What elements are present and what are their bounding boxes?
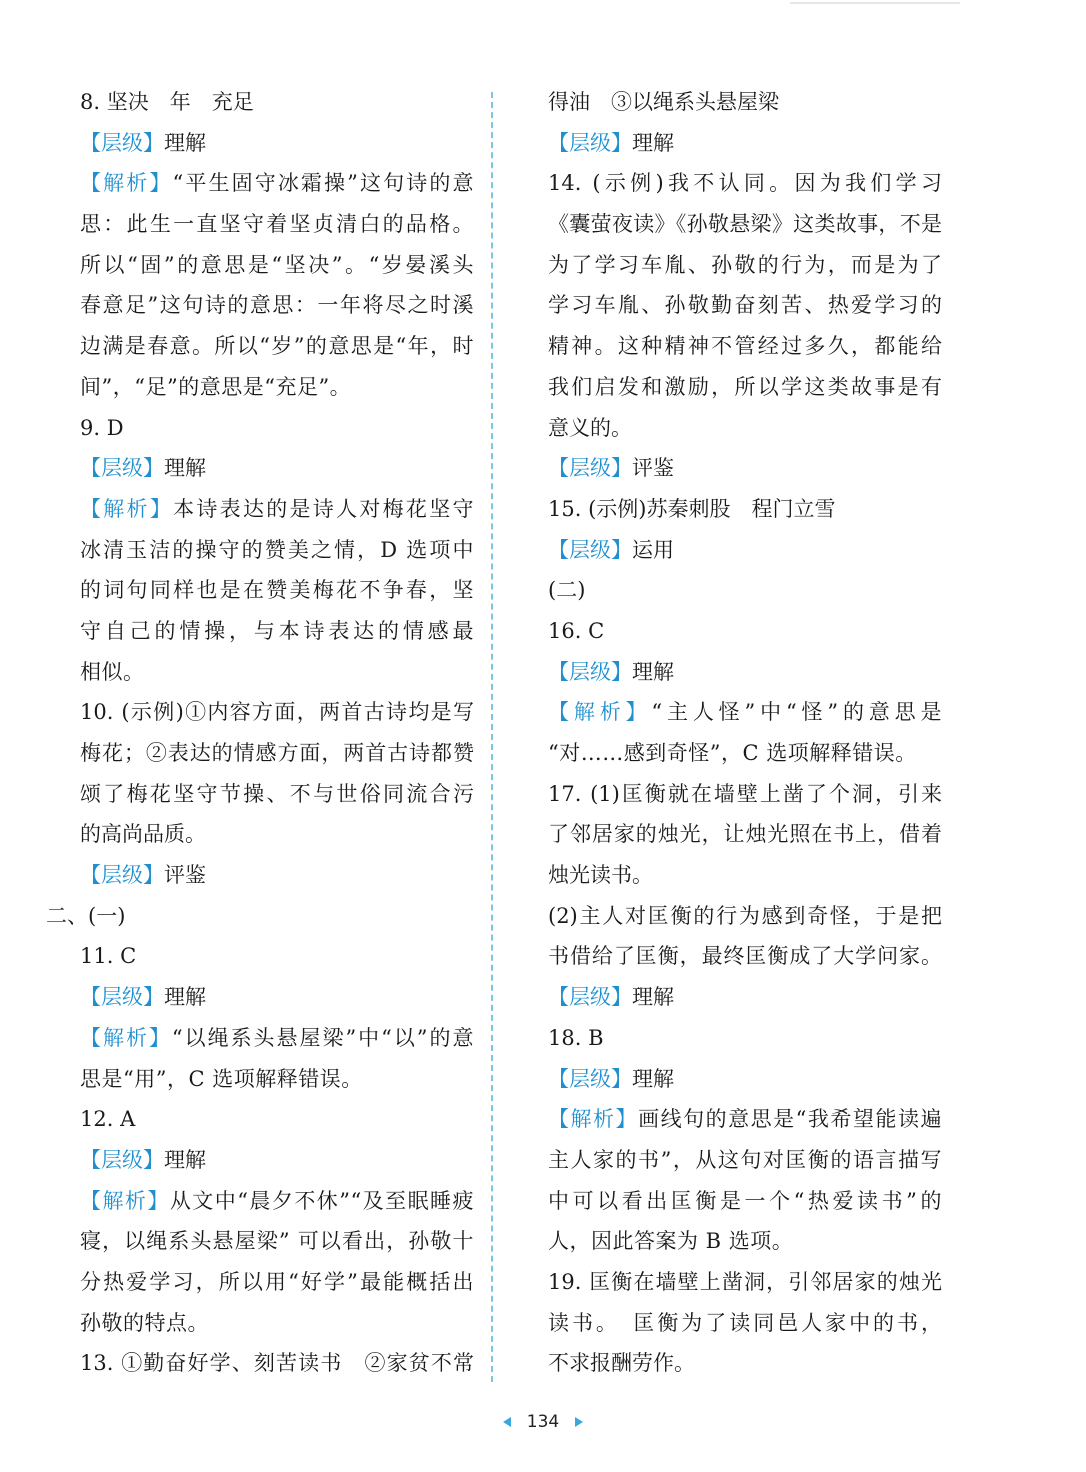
text-line [548,611,942,652]
text-line [548,408,942,449]
line-text: 学习车胤、孙敬勤奋刻苦、热爱学习的 [548,293,942,318]
level-tag: 【层级】 [80,456,164,481]
line-text: 寝，以绳系头悬屋梁” 可以看出，孙敬十 [80,1229,474,1254]
text-line [548,448,942,489]
top-edge-mark [790,2,960,4]
text-line [548,692,942,733]
text-line [80,245,474,286]
line-text: 评鉴 [632,456,674,481]
line-text: “以绳系头悬屋梁”中“以”的意 [171,1025,474,1050]
text-line [548,367,942,408]
column-divider [491,92,493,1382]
line-text: 14. (示例)我不认同。因为我们学习 [548,171,942,196]
line-text: 冰清玉洁的操守的赞美之情，D 选项中 [80,537,474,562]
line-text: 理解 [164,130,206,155]
text-line [548,530,942,571]
line-text: 运用 [632,537,674,562]
text-line [548,1181,942,1222]
text-line [548,936,942,977]
text-line [80,163,474,204]
text-line [80,326,474,367]
text-line [80,1181,474,1222]
text-line [80,855,474,896]
line-text: 15. (示例)苏秦刺股 程门立雪 [548,496,836,521]
text-line [80,814,474,855]
level-tag: 【解析】 [80,171,173,196]
line-text: (二) [548,578,586,603]
text-line [548,123,942,164]
text-line [548,977,942,1018]
line-text: 的词句同样也是在赞美梅花不争春，坚 [80,578,474,603]
line-text: 精神。这种精神不管经过多久，都能给 [548,334,942,359]
next-arrow-icon [575,1417,583,1427]
text-line [548,1262,942,1303]
text-line [80,408,474,449]
level-tag: 【解析】 [548,1107,639,1132]
level-tag: 【层级】 [548,985,632,1010]
text-line [548,1018,942,1059]
text-line [46,896,474,937]
text-line [80,1140,474,1181]
line-text: 思：此生一直坚守着坚贞清白的品格。 [80,212,474,237]
line-text: 18. B [548,1025,604,1050]
text-line [548,1140,942,1181]
text-line [80,285,474,326]
text-line [80,692,474,733]
text-line [548,1303,942,1344]
text-line [548,285,942,326]
line-text: 人，因此答案为 B 选项。 [548,1229,794,1254]
line-text: 理解 [632,659,674,684]
text-line [80,367,474,408]
line-text: 守自己的情操，与本诗表达的情感最 [80,618,474,643]
line-text: 理解 [632,985,674,1010]
text-line [80,611,474,652]
line-text: 主人家的书”，从这句对匡衡的语言描写 [548,1147,942,1172]
line-text: 二、(一) [46,903,126,928]
text-line [80,204,474,245]
line-text: 8. 坚决 年 充足 [80,90,254,114]
text-line [548,1221,942,1262]
line-text: 13. ①勤奋好学、刻苦读书 ②家贫不常 [80,1351,474,1376]
text-line [80,1262,474,1303]
level-tag: 【层级】 [548,1066,632,1091]
line-text: 12. A [80,1107,136,1132]
text-line [548,774,942,815]
text-line [548,163,942,204]
line-text: 《囊萤夜读》《孙敬悬梁》这类故事，不是 [548,212,942,237]
text-line [548,1059,942,1100]
line-text: 理解 [632,1066,674,1091]
line-text: 相似。 [80,659,145,684]
line-text: 梅花；②表达的情感方面，两首古诗都赞 [80,741,474,765]
text-line [80,1018,474,1059]
level-tag: 【层级】 [548,659,632,684]
text-line [80,1303,474,1344]
text-line [548,733,942,774]
text-line [548,814,942,855]
line-text: 颂了梅花坚守节操、不与世俗同流合污 [80,781,474,806]
line-text: 理解 [632,130,674,155]
line-text: 16. C [548,618,605,643]
text-line [80,1059,474,1100]
level-tag: 【层级】 [80,863,164,888]
text-line [548,245,942,286]
line-text: 了邻居家的烛光，让烛光照在书上，借着 [548,822,942,847]
text-line [80,652,474,693]
text-line [548,896,942,937]
text-line [80,936,474,977]
line-text: 画线句的意思是“我希望能读遍 [638,1107,942,1132]
text-line [548,204,942,245]
text-line [80,82,474,123]
line-text: 为了学习车胤、孙敬的行为，而是为了 [548,252,942,277]
line-text: “主人怪”中“怪”的意思是 [651,700,942,725]
line-text: 理解 [164,456,206,481]
level-tag: 【层级】 [80,1147,164,1172]
text-line [80,977,474,1018]
line-text: 理解 [164,985,206,1010]
text-line [80,1221,474,1262]
line-text: 中可以看出匡衡是一个“热爱读书”的 [548,1188,942,1213]
line-text: 我们启发和激励，所以学这类故事是有 [548,374,942,399]
line-text: 的高尚品质。 [80,822,206,847]
level-tag: 【层级】 [80,130,164,155]
prev-arrow-icon [503,1417,511,1427]
line-text: 边满是春意。所以“岁”的意思是“年，时 [80,334,474,359]
text-line [80,1343,474,1384]
text-line [548,1099,942,1140]
text-line [548,570,942,611]
text-line [80,530,474,571]
text-line [548,489,942,530]
level-tag: 【解析】 [548,700,652,725]
line-text: 意义的。 [548,415,632,440]
text-line [548,326,942,367]
right-column [548,82,942,1384]
text-line [80,448,474,489]
text-line [80,123,474,164]
line-text: 思是“用”，C 选项解释错误。 [80,1066,363,1091]
left-column [46,82,474,1384]
level-tag: 【解析】 [80,1025,172,1050]
level-tag: 【层级】 [548,130,632,155]
text-line [548,652,942,693]
line-text: 理解 [164,1147,206,1172]
line-text: 读书。 匡衡为了读同邑人家中的书， [548,1310,942,1335]
line-text: 间”，“足”的意思是“充足”。 [80,374,352,399]
text-line [80,570,474,611]
page-number: 134 [526,1412,560,1432]
text-line [548,855,942,896]
level-tag: 【层级】 [548,456,632,481]
line-text: 11. C [80,944,137,969]
line-text: 烛光读书。 [548,863,653,888]
line-text: 所以“固”的意思是“坚决”。“岁晏溪头 [80,252,474,277]
level-tag: 【层级】 [548,537,632,562]
line-text: 不求报酬劳作。 [548,1351,695,1376]
text-line [80,733,474,774]
text-line [80,1099,474,1140]
text-line [80,489,474,530]
level-tag: 【层级】 [80,985,164,1010]
line-text: 孙敬的特点。 [80,1310,209,1335]
line-text: 春意足”这句诗的意思：一年将尽之时溪 [80,293,474,318]
line-text: 得油 ③以绳系头悬屋梁 [548,90,779,114]
line-text: 10. (示例)①内容方面，两首古诗均是写 [80,700,474,725]
line-text: 从文中“晨夕不休”“及至眠睡疲 [169,1188,474,1213]
level-tag: 【解析】 [80,1188,170,1213]
line-text: 17. (1)匡衡就在墙壁上凿了个洞，引来 [548,781,942,806]
line-text: 评鉴 [164,863,206,888]
line-text: “平生固守冰霜操”这句诗的意 [172,171,474,196]
line-text: 19. 匡衡在墙壁上凿洞，引邻居家的烛光 [548,1269,942,1294]
page-footer [0,1412,1086,1432]
line-text: 本诗表达的是诗人对梅花坚守 [173,496,474,521]
level-tag: 【解析】 [80,496,174,521]
line-text: 书借给了匡衡，最终匡衡成了大学问家。 [548,944,942,969]
text-line [548,1343,942,1384]
text-line [80,774,474,815]
line-text: 9. D [80,415,124,440]
line-text: (2)主人对匡衡的行为感到奇怪，于是把 [548,903,942,928]
text-line [548,82,942,123]
line-text: 分热爱学习，所以用“好学”最能概括出 [80,1269,474,1294]
line-text: “对……感到奇怪”，C 选项解释错误。 [548,741,917,765]
